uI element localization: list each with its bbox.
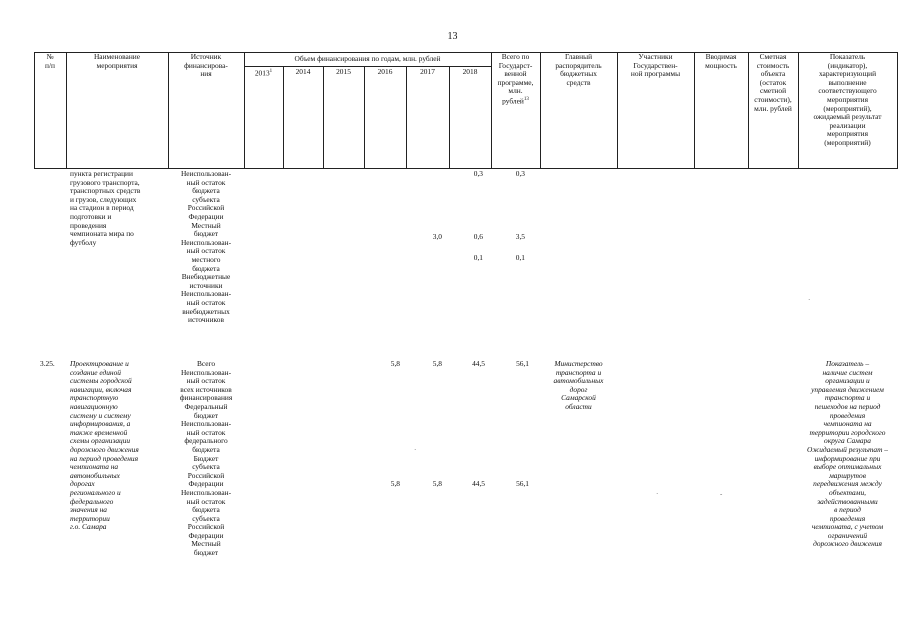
- year-header-divider: [244, 66, 491, 67]
- block2-r1-2016: 5,8: [390, 359, 400, 368]
- header-cost: Сметная стоимость объекта (остаток сметной стоимости), млн. рублей: [754, 52, 792, 113]
- block2-r2-total: 56,1: [516, 479, 529, 488]
- block1-r1-2018: 0,3: [473, 169, 483, 178]
- block1-r2-2018: 0,6: [473, 232, 483, 241]
- col-border: [283, 66, 284, 169]
- block2-r2-2017: 5,8: [432, 479, 442, 488]
- block2-r2-2018: 44,5: [472, 479, 485, 488]
- block1-r1-total: 0,3: [515, 169, 525, 178]
- stray-mark: ·: [414, 446, 417, 454]
- header-year-2015: 2015: [336, 67, 351, 76]
- col-border: [364, 66, 365, 169]
- header-year-2013: 2013$^1$: [254, 68, 273, 78]
- header-name: Наименование мероприятия: [93, 52, 141, 70]
- header-admin: Главный распорядитель бюджетных средств: [555, 52, 602, 87]
- header-source: Источник финансирова- ния: [184, 52, 228, 79]
- header-total: Всего по Государст- венной программе, млн. рублей$^{13}$: [497, 52, 534, 106]
- header-year-2014: 2014: [295, 67, 311, 76]
- header-indicator: Показатель (индикатор), характеризующий выполнение соответствующего мероприятия (мероприятий), ожидаемый результат реализации мероприятия (мероприятий): [813, 52, 882, 147]
- header-num: № п/п: [45, 52, 55, 70]
- stray-mark: -: [720, 490, 723, 498]
- block1-r2-2017: 3,0: [432, 232, 442, 241]
- block2-r2-2016: 5,8: [390, 479, 400, 488]
- block1-r3-total: 0,1: [515, 253, 525, 262]
- block2-r1-total: 56,1: [516, 359, 529, 368]
- header-year-2018: 2018: [462, 67, 478, 76]
- block2-source: Всего Неиспользован- ный остаток всех источников финансирования Федеральный бюджет Неиспользован- ный остаток федерального бюджета Бюджет субъекта Российской Федерации Неиспользован- ный остаток бюджета субъекта Российской Федерации Местный бюджет: [179, 359, 233, 558]
- header-bottom-border: [34, 168, 898, 169]
- block1-r2-total: 3,5: [515, 232, 525, 241]
- header-year-2016: 2016: [377, 67, 393, 76]
- col-border: [449, 66, 450, 169]
- header-participants: Участники Государствен- ной программы: [630, 52, 681, 79]
- col-border: [406, 66, 407, 169]
- stray-mark: ·: [808, 296, 811, 304]
- header-volume: Объем финансирования по годам, млн. рублей: [294, 54, 441, 63]
- col-border: [897, 52, 898, 169]
- page-number: 13: [447, 31, 458, 42]
- block1-r3-2018: 0,1: [473, 253, 483, 262]
- block2-r1-2017: 5,8: [432, 359, 442, 368]
- block2-num: 3.25.: [40, 359, 55, 368]
- block1-name: пункта регистрации грузового транспорта, транспортных средств и грузов, следующих на стадион в период подготовки и проведения чемпионата мира по футболу: [70, 169, 141, 247]
- block1-source: Неиспользован- ный остаток бюджета субъекта Российской Федерации Местный бюджет Неиспользован- ный остаток местного бюджета Внебюджетные источники Неиспользован- ный остаток внебюджетных источников: [180, 169, 232, 325]
- block2-admin: Министерство транспорта и автомобильных дорог Самарской области: [553, 359, 604, 411]
- stray-mark: ·: [656, 490, 659, 498]
- block2-name: Проектирование и создание единой системы городской навигации, включая транспортную навигационную систему и систему информирования, а также временной схемы организации дорожного движения на период проведения чемпионата на автомобильных дорогах регионального и федерального значения на территории г.о. Самара: [70, 359, 139, 532]
- header-capacity: Вводимая мощность: [705, 52, 737, 70]
- header-year-2017: 2017: [420, 67, 435, 76]
- col-border: [323, 66, 324, 169]
- block2-r1-2018: 44,5: [472, 359, 485, 368]
- block2-indicator: Показатель – наличие систем организации и управления движением транспорта и пешеходов на период проведения чемпионата на территории городского округа Самара Ожидаемый результат – информирование при выборе оптимальных маршрутов передвижения между объектами, задействованными в период проведения чемпионата, с учетом ограничений дорожного движения: [807, 359, 888, 549]
